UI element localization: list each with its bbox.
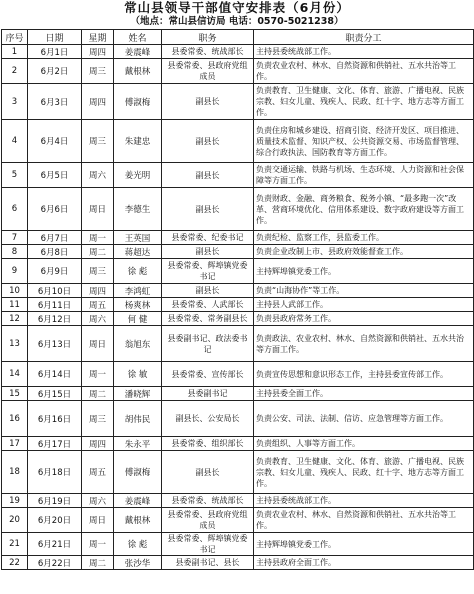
cell-position: 副县长 bbox=[162, 163, 254, 188]
table-row bbox=[2, 245, 474, 259]
cell-duties: 主持县人武部工作。 bbox=[254, 298, 474, 312]
cell-position: 副县长 bbox=[162, 451, 254, 494]
cell-weekday: 周六 bbox=[82, 312, 114, 326]
cell-name: 王英国 bbox=[114, 231, 162, 245]
cell-date: 6月22日 bbox=[28, 556, 82, 570]
cell-date: 6月16日 bbox=[28, 401, 82, 437]
cell-no: 14 bbox=[2, 362, 28, 387]
cell-weekday: 周五 bbox=[82, 451, 114, 494]
cell-weekday: 周四 bbox=[82, 437, 114, 451]
cell-no: 7 bbox=[2, 231, 28, 245]
cell-duties: 主持县委统战部工作。 bbox=[254, 45, 474, 59]
cell-position: 县委常委、人武部长 bbox=[162, 298, 254, 312]
cell-name: 朱永平 bbox=[114, 437, 162, 451]
cell-no: 9 bbox=[2, 259, 28, 284]
cell-name: 何 健 bbox=[114, 312, 162, 326]
cell-date: 6月7日 bbox=[28, 231, 82, 245]
column-header-date: 日期 bbox=[28, 30, 82, 45]
cell-name: 杨爽林 bbox=[114, 298, 162, 312]
cell-weekday: 周三 bbox=[82, 120, 114, 163]
cell-no: 10 bbox=[2, 284, 28, 298]
cell-name: 傅淑梅 bbox=[114, 84, 162, 120]
cell-weekday: 周一 bbox=[82, 533, 114, 556]
table-row bbox=[2, 326, 474, 362]
cell-date: 6月1日 bbox=[28, 45, 82, 59]
table-row bbox=[2, 508, 474, 533]
cell-no: 15 bbox=[2, 387, 28, 401]
table-header-row bbox=[2, 30, 474, 45]
cell-duties: 负责交通运输、铁路与机场、生态环境、人力资源和社会保障等方面工作。 bbox=[254, 163, 474, 188]
table-row bbox=[2, 163, 474, 188]
column-header-no: 序号 bbox=[2, 30, 28, 45]
cell-no: 20 bbox=[2, 508, 28, 533]
table-row bbox=[2, 298, 474, 312]
cell-no: 1 bbox=[2, 45, 28, 59]
cell-date: 6月10日 bbox=[28, 284, 82, 298]
cell-position: 县委常委、统战部长 bbox=[162, 45, 254, 59]
cell-weekday: 周五 bbox=[82, 298, 114, 312]
cell-weekday: 周日 bbox=[82, 188, 114, 231]
cell-weekday: 周二 bbox=[82, 245, 114, 259]
column-header-name: 姓名 bbox=[114, 30, 162, 45]
cell-name: 潘晓辉 bbox=[114, 387, 162, 401]
cell-position: 县委常委、统战部长 bbox=[162, 494, 254, 508]
cell-date: 6月2日 bbox=[28, 59, 82, 84]
cell-position: 县委常委、组织部长 bbox=[162, 437, 254, 451]
cell-duties: 主持县政府全面工作。 bbox=[254, 556, 474, 570]
cell-duties: 负责企业改制上市、县政府效能督查工作。 bbox=[254, 245, 474, 259]
cell-name: 姜光明 bbox=[114, 163, 162, 188]
table-row bbox=[2, 284, 474, 298]
cell-name: 朱建忠 bbox=[114, 120, 162, 163]
cell-name: 蒋超达 bbox=[114, 245, 162, 259]
cell-name: 戴根林 bbox=[114, 59, 162, 84]
cell-name: 姜震峰 bbox=[114, 45, 162, 59]
cell-date: 6月18日 bbox=[28, 451, 82, 494]
cell-date: 6月3日 bbox=[28, 84, 82, 120]
cell-no: 3 bbox=[2, 84, 28, 120]
cell-position: 县委副书记、县长 bbox=[162, 556, 254, 570]
table-row bbox=[2, 188, 474, 231]
table-row bbox=[2, 401, 474, 437]
cell-no: 17 bbox=[2, 437, 28, 451]
cell-position: 县委常委、常务副县长 bbox=[162, 312, 254, 326]
cell-no: 13 bbox=[2, 326, 28, 362]
cell-name: 傅淑梅 bbox=[114, 451, 162, 494]
cell-date: 6月20日 bbox=[28, 508, 82, 533]
cell-position: 副县长、公安局长 bbox=[162, 401, 254, 437]
cell-name: 徐 彪 bbox=[114, 533, 162, 556]
cell-position: 副县长 bbox=[162, 284, 254, 298]
cell-no: 22 bbox=[2, 556, 28, 570]
cell-weekday: 周二 bbox=[82, 387, 114, 401]
cell-name: 徐 彪 bbox=[114, 259, 162, 284]
cell-duties: 负责“山海协作”等工作。 bbox=[254, 284, 474, 298]
cell-position: 副县长 bbox=[162, 245, 254, 259]
cell-duties: 负责住房和城乡建设、招商引资、经济开发区、项目推进、质量技术监督、知识产权、公共资源交易、市场监督管理、综合行政执法、国防教育等方面工作。 bbox=[254, 120, 474, 163]
cell-duties: 负责教育、卫生健康、文化、体育、旅游、广播电视、民族宗教、妇女儿童、残疾人、民政、红十字、地方志等方面工作。 bbox=[254, 84, 474, 120]
cell-position: 县委副书记 bbox=[162, 387, 254, 401]
cell-position: 县委常委、宣传部长 bbox=[162, 362, 254, 387]
cell-no: 11 bbox=[2, 298, 28, 312]
cell-name: 李德生 bbox=[114, 188, 162, 231]
page-title: 常山县领导干部值守安排表（6月份） bbox=[124, 0, 350, 15]
cell-duties: 负责纪检、监察工作，县监委工作。 bbox=[254, 231, 474, 245]
cell-position: 县委常委、县政府党组成员 bbox=[162, 59, 254, 84]
cell-no: 8 bbox=[2, 245, 28, 259]
column-header-weekday: 星期 bbox=[82, 30, 114, 45]
column-header-duties: 职责分工 bbox=[254, 30, 474, 45]
cell-duties: 主持辉埠镇党委工作。 bbox=[254, 533, 474, 556]
cell-weekday: 周一 bbox=[82, 231, 114, 245]
table-row bbox=[2, 533, 474, 556]
cell-date: 6月6日 bbox=[28, 188, 82, 231]
cell-duties: 负责组织、人事等方面工作。 bbox=[254, 437, 474, 451]
cell-no: 6 bbox=[2, 188, 28, 231]
table-row bbox=[2, 362, 474, 387]
cell-date: 6月14日 bbox=[28, 362, 82, 387]
cell-date: 6月19日 bbox=[28, 494, 82, 508]
cell-position: 县委副书记、政法委书记 bbox=[162, 326, 254, 362]
cell-no: 5 bbox=[2, 163, 28, 188]
table-row bbox=[2, 451, 474, 494]
cell-weekday: 周二 bbox=[82, 556, 114, 570]
cell-weekday: 周六 bbox=[82, 163, 114, 188]
cell-no: 12 bbox=[2, 312, 28, 326]
cell-name: 徐 敏 bbox=[114, 362, 162, 387]
cell-weekday: 周三 bbox=[82, 401, 114, 437]
table-body bbox=[2, 45, 474, 570]
cell-position: 副县长 bbox=[162, 188, 254, 231]
cell-no: 19 bbox=[2, 494, 28, 508]
cell-name: 胡伟民 bbox=[114, 401, 162, 437]
cell-weekday: 周六 bbox=[82, 494, 114, 508]
table-row bbox=[2, 437, 474, 451]
cell-duties: 主持县委统战部工作。 bbox=[254, 494, 474, 508]
table-row bbox=[2, 312, 474, 326]
cell-duties: 负责财政、金融、商务粮食、税务小镇、“最多跑一次”改革、营商环境优化、信用体系建设、数字政府建设等方面工作。 bbox=[254, 188, 474, 231]
cell-date: 6月8日 bbox=[28, 245, 82, 259]
cell-weekday: 周四 bbox=[82, 84, 114, 120]
cell-date: 6月4日 bbox=[28, 120, 82, 163]
table-row bbox=[2, 231, 474, 245]
table-row bbox=[2, 120, 474, 163]
cell-no: 2 bbox=[2, 59, 28, 84]
cell-position: 副县长 bbox=[162, 120, 254, 163]
cell-date: 6月5日 bbox=[28, 163, 82, 188]
cell-duties: 负责农业农村、林水、自然资源和供销社、五水共治等工作。 bbox=[254, 59, 474, 84]
table-row bbox=[2, 45, 474, 59]
cell-weekday: 周三 bbox=[82, 259, 114, 284]
cell-position: 副县长 bbox=[162, 84, 254, 120]
cell-duties: 主持辉埠镇党委工作。 bbox=[254, 259, 474, 284]
cell-date: 6月21日 bbox=[28, 533, 82, 556]
cell-no: 21 bbox=[2, 533, 28, 556]
cell-date: 6月13日 bbox=[28, 326, 82, 362]
column-header-position: 职务 bbox=[162, 30, 254, 45]
table-row bbox=[2, 59, 474, 84]
cell-date: 6月12日 bbox=[28, 312, 82, 326]
cell-date: 6月11日 bbox=[28, 298, 82, 312]
cell-weekday: 周三 bbox=[82, 59, 114, 84]
table-row bbox=[2, 387, 474, 401]
cell-duties: 主持县委全面工作。 bbox=[254, 387, 474, 401]
cell-weekday: 周一 bbox=[82, 362, 114, 387]
cell-weekday: 周日 bbox=[82, 508, 114, 533]
page-subtitle: （地点：常山县信访局 电话：0570-5021238） bbox=[130, 16, 344, 27]
duty-schedule-table bbox=[1, 29, 474, 570]
table-row bbox=[2, 259, 474, 284]
cell-date: 6月15日 bbox=[28, 387, 82, 401]
cell-position: 县委常委、纪委书记 bbox=[162, 231, 254, 245]
table-row bbox=[2, 556, 474, 570]
cell-position: 县委常委、县政府党组成员 bbox=[162, 508, 254, 533]
cell-name: 戴根林 bbox=[114, 508, 162, 533]
cell-duties: 负责教育、卫生健康、文化、体育、旅游、广播电视、民族宗教、妇女儿童、残疾人、民政、红十字、地方志等方面工作。 bbox=[254, 451, 474, 494]
cell-weekday: 周日 bbox=[82, 326, 114, 362]
cell-weekday: 周四 bbox=[82, 284, 114, 298]
cell-date: 6月17日 bbox=[28, 437, 82, 451]
cell-no: 18 bbox=[2, 451, 28, 494]
cell-duties: 负责宣传思想和意识形态工作，主持县委宣传部工作。 bbox=[254, 362, 474, 387]
cell-name: 姜震峰 bbox=[114, 494, 162, 508]
cell-weekday: 周四 bbox=[82, 45, 114, 59]
cell-name: 张沙华 bbox=[114, 556, 162, 570]
cell-no: 16 bbox=[2, 401, 28, 437]
cell-position: 县委常委、辉埠镇党委书记 bbox=[162, 533, 254, 556]
cell-duties: 负责农业农村、林水、自然资源和供销社、五水共治等工作。 bbox=[254, 508, 474, 533]
cell-duties: 负责公安、司法、法制、信访、应急管理等方面工作。 bbox=[254, 401, 474, 437]
cell-duties: 负责政法、农业农村、林水、自然资源和供销社、五水共治等方面工作。 bbox=[254, 326, 474, 362]
table-row bbox=[2, 84, 474, 120]
cell-duties: 负责县政府常务工作。 bbox=[254, 312, 474, 326]
cell-name: 翁旭东 bbox=[114, 326, 162, 362]
cell-date: 6月9日 bbox=[28, 259, 82, 284]
cell-name: 李鸿虹 bbox=[114, 284, 162, 298]
table-row bbox=[2, 494, 474, 508]
cell-no: 4 bbox=[2, 120, 28, 163]
cell-position: 县委常委、辉埠镇党委书记 bbox=[162, 259, 254, 284]
